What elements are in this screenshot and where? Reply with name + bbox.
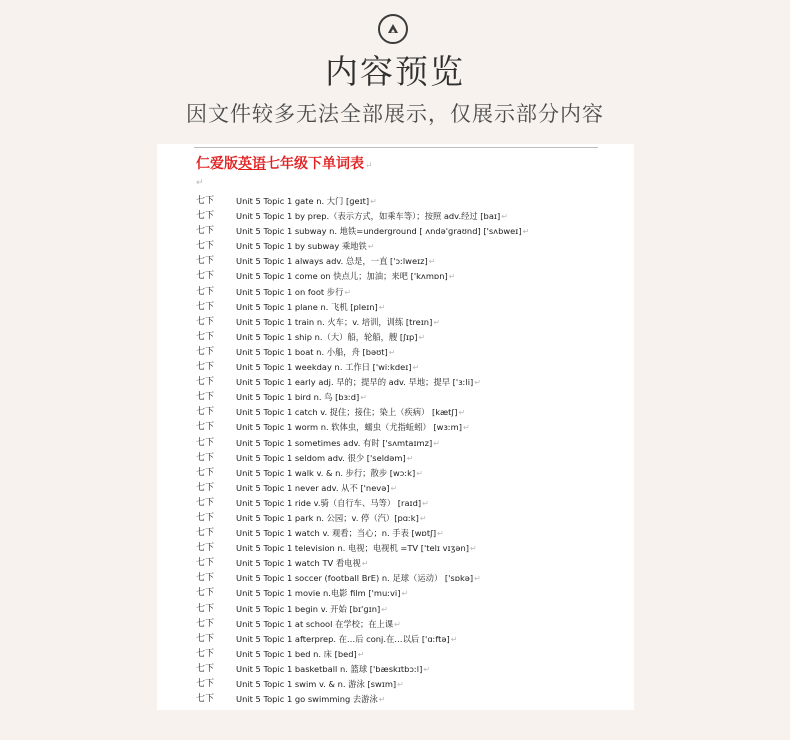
word-entry — [236, 375, 481, 390]
paragraph-mark-icon: ↵ — [401, 589, 409, 599]
page-subtitle: 因文件较多无法全部展示，仅展示部分内容 — [186, 102, 604, 126]
grade-label: 七下 — [196, 437, 215, 448]
paragraph-mark-icon: ↵ — [522, 227, 530, 237]
paragraph-mark-icon: ↵ — [474, 378, 481, 388]
list-item — [157, 481, 634, 496]
grade-label: 七下 — [196, 407, 215, 418]
grade-label: 七下 — [196, 558, 215, 569]
list-item — [157, 451, 634, 466]
word-entry-text: Unit 5 Topic 1 sometimes adv. 有时 ['sʌmtaɪmz] — [236, 437, 433, 448]
word-list — [157, 194, 634, 707]
list-item — [157, 269, 634, 284]
word-entry — [236, 496, 429, 511]
grade-label: 七下 — [196, 362, 215, 373]
paragraph-mark-icon: ↵ — [361, 559, 369, 569]
grade-label: 七下 — [196, 422, 215, 433]
paragraph-mark-icon: ↵ — [397, 680, 404, 689]
word-entry-text: Unit 5 Topic 1 at school 在学校；在上课 — [236, 618, 394, 629]
paragraph-mark-icon: ↵ — [367, 242, 375, 252]
word-entry-text: Unit 5 Topic 1 watch TV 看电视 — [236, 558, 361, 569]
word-entry — [236, 405, 465, 420]
paragraph-mark-icon: ↵ — [196, 178, 204, 188]
grade-label: 七下 — [196, 256, 215, 267]
paragraph-mark-icon: ↵ — [450, 634, 458, 644]
up-arrow-badge-icon — [378, 14, 408, 44]
word-entry — [236, 481, 397, 496]
grade-label: 七下 — [196, 663, 215, 674]
word-entry-text: Unit 5 Topic 1 seldom adv. 很少 ['seldəm] — [236, 452, 406, 463]
grade-label: 七下 — [196, 346, 215, 357]
word-entry — [236, 602, 388, 617]
title-suffix: 七年级下单词表 — [266, 156, 364, 172]
paragraph-mark-icon: ↵ — [388, 347, 396, 357]
list-item — [157, 692, 634, 707]
word-entry-text: Unit 5 Topic 1 catch v. 捉住；接住；染上（疾病） [kætʃ] — [236, 407, 458, 418]
paragraph-mark-icon: ↵ — [416, 468, 423, 478]
paragraph-mark-icon: ↵ — [437, 529, 444, 539]
paragraph-mark-icon: ↵ — [433, 438, 440, 448]
word-entry-text: Unit 5 Topic 1 never adv. 从不 ['nevə] — [236, 482, 390, 493]
word-entry — [236, 390, 367, 405]
title-underlined: 英语 — [238, 156, 266, 172]
word-entry-text: Unit 5 Topic 1 basketball n. 篮球 ['bæskɪtbɔːl] — [236, 663, 423, 674]
grade-label: 七下 — [196, 301, 215, 312]
grade-label: 七下 — [196, 543, 215, 554]
grade-label: 七下 — [196, 648, 215, 659]
list-item — [157, 330, 634, 345]
paragraph-mark-icon: ↵ — [365, 161, 373, 171]
page-title: 内容预览 — [325, 52, 465, 91]
paragraph-mark-icon: ↵ — [433, 317, 441, 327]
paragraph-mark-icon: ↵ — [470, 544, 477, 554]
list-item — [157, 194, 634, 209]
paragraph-mark-icon: ↵ — [344, 287, 352, 297]
word-entry-text: Unit 5 Topic 1 ship n.（大）船，轮船，艘 [ʃɪp] — [236, 331, 418, 342]
word-entry — [236, 285, 351, 300]
word-entry-text: Unit 5 Topic 1 plane n. 飞机 [pleɪn] — [236, 301, 378, 312]
grade-label: 七下 — [196, 196, 215, 206]
word-entry — [236, 194, 377, 209]
paragraph-mark-icon: ↵ — [357, 649, 365, 659]
grade-label: 七下 — [196, 377, 215, 388]
word-entry-text: Unit 5 Topic 1 television n. 电视；电视机 =TV ['telɪ vɪʒən] — [236, 543, 470, 554]
grade-label: 七下 — [196, 392, 215, 403]
word-entry-text: Unit 5 Topic 1 soccer (football BrE) n. 足球（运动） ['sɒkə] — [236, 573, 474, 584]
list-item — [157, 390, 634, 405]
paragraph-mark-icon: ↵ — [418, 332, 426, 342]
list-item — [157, 239, 634, 254]
word-entry-text: Unit 5 Topic 1 movie n.电影 film ['muːvi] — [236, 588, 401, 599]
grade-label: 七下 — [196, 512, 215, 523]
list-item — [157, 677, 634, 692]
list-item — [157, 526, 634, 541]
paragraph-mark-icon: ↵ — [501, 212, 508, 222]
word-entry — [236, 436, 440, 451]
paragraph-mark-icon: ↵ — [458, 408, 466, 418]
list-item — [157, 209, 634, 224]
header-rule — [194, 147, 598, 148]
paragraph-mark-icon: ↵ — [474, 574, 481, 584]
word-entry-text: Unit 5 Topic 1 worm n. 软体虫，蠕虫（尤指蚯蚓） [wɜːm] — [236, 422, 462, 433]
word-entry-text: Unit 5 Topic 1 ride v.骑（自行车、马等） [raɪd] — [236, 497, 422, 508]
word-entry — [236, 239, 375, 254]
word-entry-text: Unit 5 Topic 1 boat n. 小船，舟 [bəʊt] — [236, 346, 388, 357]
word-entry — [236, 647, 364, 662]
grade-label: 七下 — [196, 226, 215, 237]
grade-label: 七下 — [196, 211, 215, 222]
word-entry-text: Unit 5 Topic 1 swim v. & n. 游泳 [swɪm] — [236, 679, 397, 689]
title-prefix: 仁爱版 — [196, 156, 238, 172]
grade-label: 七下 — [196, 482, 215, 493]
document-title — [196, 153, 373, 173]
paragraph-mark-icon: ↵ — [370, 197, 377, 206]
list-item — [157, 420, 634, 435]
word-entry-text: Unit 5 Topic 1 walk v. & n. 步行；散步 [wɔːk] — [236, 467, 416, 478]
word-entry-text: Unit 5 Topic 1 subway n. 地铁=underground [ ʌndə'ɡraʊnd] ['sʌbweɪ] — [236, 226, 522, 237]
paragraph-mark-icon: ↵ — [406, 453, 414, 463]
paragraph-mark-icon: ↵ — [423, 664, 431, 674]
word-entry-text: Unit 5 Topic 1 always adv. 总是，一直 ['ɔːlweɪz] — [236, 256, 428, 267]
word-entry-text: Unit 5 Topic 1 weekday n. 工作日 ['wiːkdeɪ] — [236, 362, 412, 373]
grade-label: 七下 — [196, 271, 215, 282]
word-entry — [236, 571, 481, 586]
paragraph-mark-icon: ↵ — [428, 257, 436, 267]
word-entry — [236, 269, 455, 284]
word-entry-text: Unit 5 Topic 1 watch v. 观看；当心；n. 手表 [wɒtʃ] — [236, 528, 437, 539]
word-entry — [236, 360, 419, 375]
word-entry — [236, 617, 401, 632]
word-entry-text: Unit 5 Topic 1 bed n. 床 [bed] — [236, 648, 357, 659]
grade-label: 七下 — [196, 241, 215, 252]
word-entry — [236, 254, 435, 269]
list-item — [157, 405, 634, 420]
grade-label: 七下 — [196, 497, 215, 508]
word-entry-text: Unit 5 Topic 1 by prep.（表示方式，如乘车等）；按照 adv.经过 [baɪ] — [236, 211, 501, 222]
list-item — [157, 602, 634, 617]
word-entry — [236, 586, 408, 601]
grade-label: 七下 — [196, 618, 215, 629]
word-entry — [236, 632, 457, 647]
list-item — [157, 586, 634, 601]
paragraph-mark-icon: ↵ — [412, 363, 420, 373]
word-entry — [236, 541, 477, 556]
list-item — [157, 466, 634, 481]
word-entry — [236, 677, 404, 692]
grade-label: 七下 — [196, 588, 215, 599]
word-entry — [236, 345, 395, 360]
word-entry-text: Unit 5 Topic 1 early adj. 早的；提早的 adv. 早地；提早 ['ɜːli] — [236, 377, 474, 388]
word-entry — [236, 662, 430, 677]
list-item — [157, 254, 634, 269]
list-item — [157, 345, 634, 360]
grade-label: 七下 — [196, 331, 215, 342]
word-entry — [236, 451, 413, 466]
list-item — [157, 632, 634, 647]
word-entry — [236, 209, 508, 224]
word-entry — [236, 511, 427, 526]
paragraph-mark-icon: ↵ — [390, 483, 398, 493]
word-entry — [236, 330, 425, 345]
word-entry-text: Unit 5 Topic 1 afterprep. 在…后 conj.在…以后 ['ɑːftə] — [236, 633, 450, 644]
paragraph-mark-icon: ↵ — [360, 393, 367, 403]
paragraph-mark-icon: ↵ — [463, 423, 470, 433]
list-item — [157, 647, 634, 662]
grade-label: 七下 — [196, 573, 215, 584]
word-entry — [236, 300, 385, 315]
paragraph-mark-icon: ↵ — [378, 302, 386, 312]
list-item — [157, 285, 634, 300]
paragraph-mark-icon: ↵ — [394, 619, 401, 629]
list-item — [157, 436, 634, 451]
list-item — [157, 556, 634, 571]
list-item — [157, 224, 634, 239]
list-item — [157, 541, 634, 556]
grade-label: 七下 — [196, 286, 215, 297]
paragraph-mark-icon: ↵ — [381, 604, 388, 614]
grade-label: 七下 — [196, 694, 215, 705]
word-entry-text: Unit 5 Topic 1 on foot 步行 — [236, 286, 344, 297]
paragraph-mark-icon: ↵ — [422, 498, 429, 508]
word-entry-text: Unit 5 Topic 1 begin v. 开始 [bɪ'ɡɪn] — [236, 603, 381, 614]
word-entry — [236, 556, 368, 571]
grade-label: 七下 — [196, 603, 215, 614]
list-item — [157, 662, 634, 677]
word-entry-text: Unit 5 Topic 1 park n. 公园；v. 停（汽）[pɑːk] — [236, 512, 419, 523]
word-entry-text: Unit 5 Topic 1 bird n. 鸟 [bɜːd] — [236, 392, 360, 403]
paragraph-mark-icon: ↵ — [419, 513, 427, 523]
word-entry — [236, 420, 470, 435]
list-item — [157, 300, 634, 315]
word-entry — [236, 466, 423, 481]
grade-label: 七下 — [196, 316, 215, 327]
list-item — [157, 511, 634, 526]
grade-label: 七下 — [196, 467, 215, 478]
word-entry-text: Unit 5 Topic 1 go swimming 去游泳 — [236, 694, 378, 705]
word-entry — [236, 692, 385, 707]
grade-label: 七下 — [196, 633, 215, 644]
grade-label: 七下 — [196, 679, 215, 689]
list-item — [157, 496, 634, 511]
list-item — [157, 315, 634, 330]
paragraph-mark-icon: ↵ — [448, 272, 456, 282]
word-entry-text: Unit 5 Topic 1 by subway 乘地铁 — [236, 241, 367, 252]
word-entry-text: Unit 5 Topic 1 come on 快点儿；加油；来吧 ['kʌmɒn] — [236, 271, 448, 282]
grade-label: 七下 — [196, 528, 215, 539]
up-chevron-icon — [384, 20, 402, 38]
list-item — [157, 571, 634, 586]
paragraph-mark-icon: ↵ — [378, 695, 386, 705]
word-entry — [236, 315, 440, 330]
list-item — [157, 617, 634, 632]
word-entry — [236, 526, 444, 541]
document-preview — [157, 144, 634, 710]
list-item — [157, 375, 634, 390]
word-entry — [236, 224, 529, 239]
word-entry-text: Unit 5 Topic 1 gate n. 大门 [ɡeɪt] — [236, 196, 370, 206]
grade-label: 七下 — [196, 452, 215, 463]
list-item — [157, 360, 634, 375]
word-entry-text: Unit 5 Topic 1 train n. 火车；v. 培训，训练 [treɪn] — [236, 316, 433, 327]
